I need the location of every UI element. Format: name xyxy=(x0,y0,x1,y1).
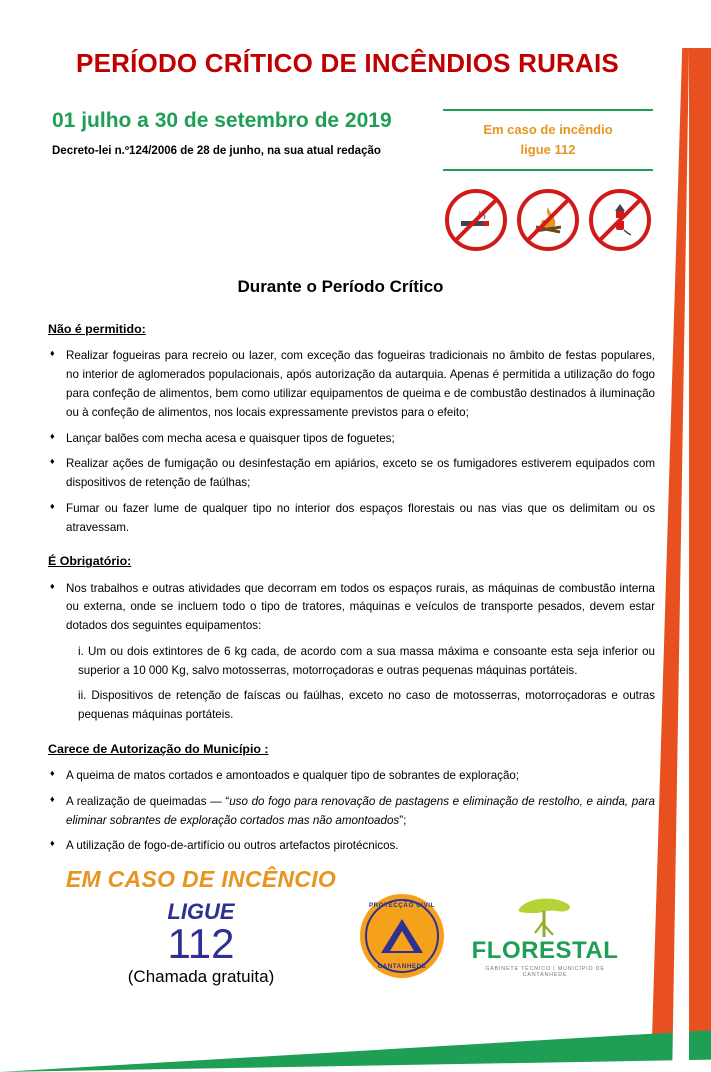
sub-list-item: i. Um ou dois extintores de 6 kg cada, de acordo com a sua massa máxima e consoante esta seja inferior ou superior a 10 000 Kg, salvo motosserras, motorroçadoras e outras pequenas máquinas portáteis. xyxy=(78,644,655,677)
emergency-box xyxy=(443,109,653,171)
footer-emergency-block xyxy=(36,866,366,987)
list-item: ♦ Lançar balões com mecha acesa e quaisquer tipos de foguetes; xyxy=(48,430,655,449)
free-call-note: (Chamada gratuita) xyxy=(127,967,275,986)
period-dates: 01 julho a 30 de setembro de 2019 xyxy=(52,109,392,132)
civil-protection-top-text: PROTECÇÃO CIVIL xyxy=(368,902,436,909)
florestal-name: FLORESTAL xyxy=(471,936,619,964)
section-heading-authorization: Carece de Autorização do Município : xyxy=(48,741,269,756)
prohibition-icons xyxy=(443,189,653,251)
no-fire-icon xyxy=(517,189,579,251)
list-item: ♦ A queima de matos cortados e amontoados e qualquer tipo de sobrantes de exploração; xyxy=(48,767,655,786)
header-left xyxy=(52,109,443,157)
emergency-line-2: ligue 112 xyxy=(520,142,576,158)
list-item: ♦ A utilização de fogo-de-artifício ou outros artefactos pirotécnicos. xyxy=(48,837,655,856)
section-heading-mandatory: É Obrigatório: xyxy=(48,554,132,569)
list-authorization xyxy=(48,767,655,856)
footer-line-2: LIGUE xyxy=(167,899,235,924)
decree-reference: Decreto-lei n.º124/2006 de 28 de junho, na sua atual redação xyxy=(52,145,381,157)
emergency-number: 112 xyxy=(167,920,235,967)
list-item-quoted xyxy=(48,793,655,831)
list-prohibited xyxy=(48,347,655,537)
tree-icon xyxy=(513,895,577,939)
header-row xyxy=(0,109,711,251)
list-mandatory xyxy=(48,580,655,636)
quote-suffix: ”; xyxy=(399,813,407,827)
civil-protection-bottom-text: CANTANHEDE xyxy=(377,963,427,970)
quote-prefix: A realização de queimadas — “ xyxy=(66,794,230,808)
no-smoking-icon xyxy=(445,189,507,251)
triangle-icon xyxy=(381,919,423,953)
florestal-logo xyxy=(470,895,620,978)
header-right xyxy=(443,109,653,251)
section-heading-prohibited: Não é permitido: xyxy=(48,322,146,337)
list-item: ♦ Realizar fogueiras para recreio ou lazer, com exceção das fogueiras tradicionais no âmbito de festas populares, no interior de aglomerados populacionais, após autorização da autarquia. Apenas é permitida a utilização do fogo para confeção de alimentos, bem como utilizar equipamentos de queima e de combustão destinados à iluminação ou à confeção de alimentos, nos locais expressamente previstos para o efeito; xyxy=(48,347,655,422)
footer xyxy=(0,866,711,1036)
quote-text: uso do fogo para renovação de pastagens e eliminação de restolho, e ainda, para eliminar sobrantes de exploração cortados mas não amontoados xyxy=(66,794,655,827)
sub-list-item: ii. Dispositivos de retenção de faíscas ou faúlhas, exceto no caso de motosserras, motorroçadoras e outras pequenas máquinas portáteis. xyxy=(78,689,655,722)
list-item: ♦ Fumar ou fazer lume de qualquer tipo no interior dos espaços florestais ou nas vias que os delimitam ou os atravessam. xyxy=(48,500,655,538)
civil-protection-logo xyxy=(360,894,444,978)
no-fireworks-icon xyxy=(589,189,651,251)
content-body xyxy=(48,319,655,856)
footer-line-1: EM CASO DE INCÊNCIO xyxy=(65,866,337,892)
list-item: ♦ Realizar ações de fumigação ou desinfestação em apiários, exceto se os fumigadores estiverem equipados com dispositivos de retenção de faúlhas; xyxy=(48,455,655,493)
poster-page xyxy=(0,48,711,986)
logos xyxy=(360,894,620,978)
emergency-line-1: Em caso de incêndio xyxy=(483,122,613,137)
section-title: Durante o Período Crítico xyxy=(237,277,444,297)
page-title: PERÍODO CRÍTICO DE INCÊNDIOS RURAIS xyxy=(76,48,619,78)
florestal-subtitle: GABINETE TÉCNICO | MUNICÍPIO DE CANTANHEDE xyxy=(485,965,605,978)
list-item: ♦ Nos trabalhos e outras atividades que decorram em todos os espaços rurais, as máquinas de combustão interna ou externa, onde se incluem todo o tipo de tratores, máquinas e veículos de transporte pesados, devem estar dotados dos seguintes equipamentos: xyxy=(48,580,655,636)
